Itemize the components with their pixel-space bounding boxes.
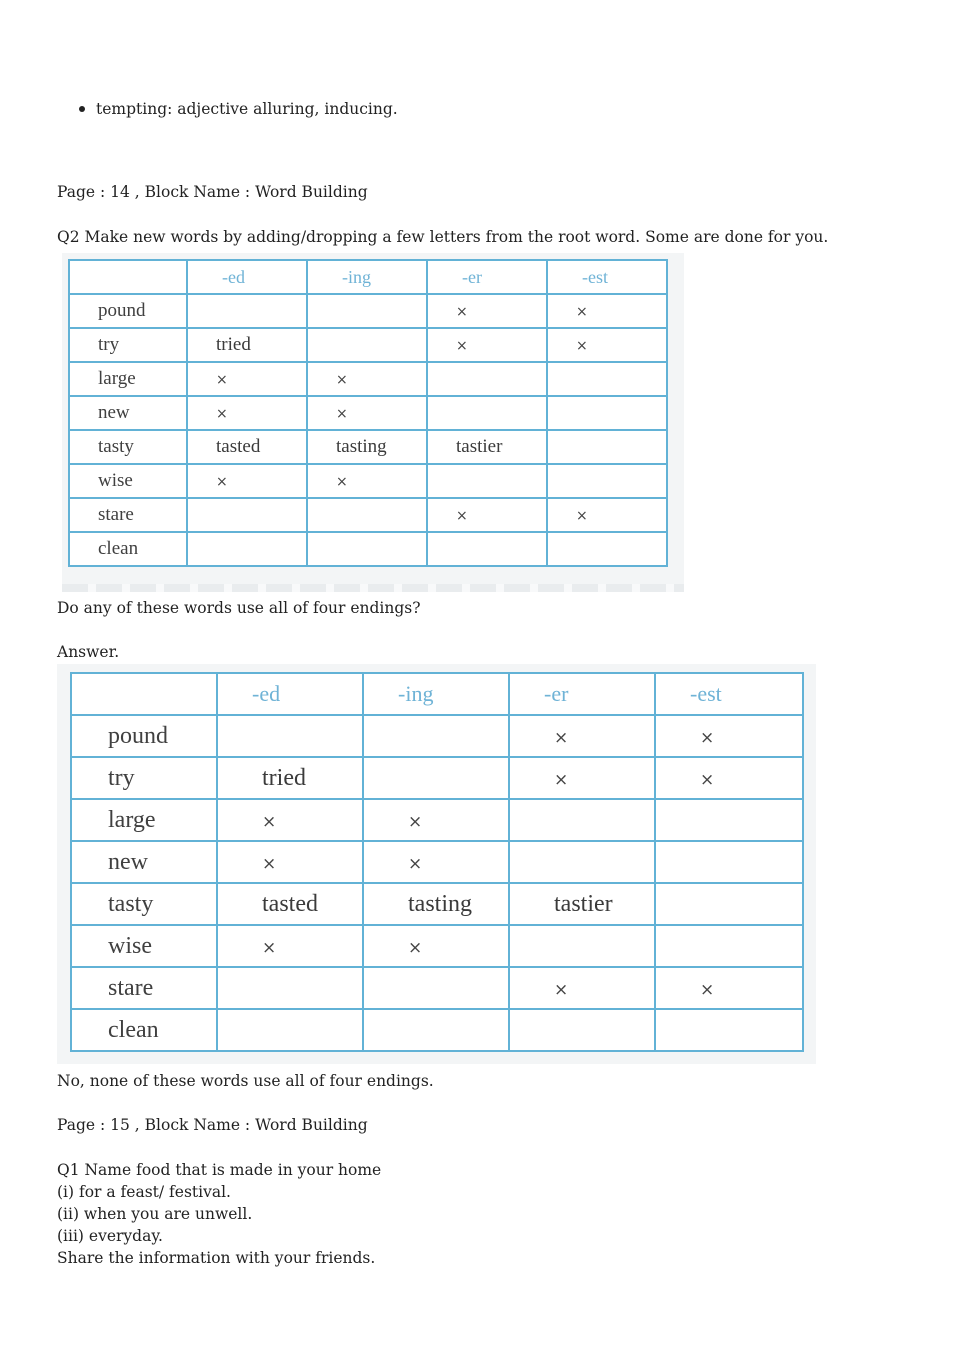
word-form: × — [576, 338, 588, 354]
root-word: clean — [98, 538, 139, 559]
word-form: × — [700, 727, 715, 748]
table-header-row — [71, 673, 803, 715]
row-label-cell — [71, 1009, 217, 1051]
table-row — [71, 715, 803, 757]
table-row — [69, 464, 667, 498]
table-cell — [655, 841, 803, 883]
root-word: wise — [108, 932, 152, 959]
word-form: × — [216, 372, 228, 388]
section-header-page-15: Page : 15 , Block Name : Word Building — [57, 1116, 368, 1134]
word-form: × — [554, 979, 569, 1000]
table-row — [69, 362, 667, 396]
question-1-line: (ii) when you are unwell. — [57, 1205, 253, 1223]
table-cell — [363, 1009, 509, 1051]
table-row — [71, 967, 803, 1009]
table-cell — [217, 925, 363, 967]
table-body — [69, 294, 667, 566]
table-header-cell: -er — [427, 260, 547, 294]
root-word: large — [98, 368, 136, 389]
question-2: Q2 Make new words by adding/dropping a few letters from the root word. Some are done for you. — [57, 228, 829, 246]
word-form: × — [554, 727, 569, 748]
table-cell — [547, 328, 667, 362]
table-cell — [307, 362, 427, 396]
table-cell — [509, 841, 655, 883]
word-form: tried — [216, 334, 251, 355]
question-1-line: (iii) everyday. — [57, 1227, 163, 1245]
word-form: × — [408, 853, 423, 874]
word-form: × — [700, 769, 715, 790]
question-1-line: (i) for a feast/ festival. — [57, 1183, 231, 1201]
word-form: × — [456, 338, 468, 354]
word-form: × — [216, 474, 228, 490]
table-row — [69, 532, 667, 566]
table-cell — [509, 715, 655, 757]
table-cell — [217, 883, 363, 925]
row-label-cell — [71, 799, 217, 841]
root-word: new — [98, 402, 130, 423]
table-cell — [547, 362, 667, 396]
word-form: × — [336, 406, 348, 422]
table-cell — [427, 464, 547, 498]
table-cell — [217, 799, 363, 841]
row-label-cell — [69, 294, 187, 328]
table-cell — [187, 396, 307, 430]
root-word: large — [108, 806, 156, 833]
table-cell — [427, 498, 547, 532]
table-cell — [655, 883, 803, 925]
table-cell — [187, 498, 307, 532]
table-cell — [547, 430, 667, 464]
word-form: × — [262, 853, 277, 874]
table-cell — [307, 532, 427, 566]
word-form: tasting — [408, 890, 472, 917]
table-cell — [307, 396, 427, 430]
table-cell — [427, 396, 547, 430]
row-label-cell — [71, 757, 217, 799]
table-cell — [307, 328, 427, 362]
table-cell — [307, 294, 427, 328]
row-label-cell — [69, 362, 187, 396]
word-form: × — [216, 406, 228, 422]
word-form: × — [408, 937, 423, 958]
table-header-cell — [69, 260, 187, 294]
table-cell — [307, 498, 427, 532]
table-cell — [509, 757, 655, 799]
row-label-cell — [69, 396, 187, 430]
root-word: pound — [108, 722, 168, 749]
table-header-cell — [71, 673, 217, 715]
table-header-cell: -ed — [217, 673, 363, 715]
table-cell — [427, 328, 547, 362]
word-form: × — [576, 304, 588, 320]
table-cell — [427, 362, 547, 396]
word-form: × — [336, 372, 348, 388]
root-word: stare — [98, 504, 134, 525]
table-row — [71, 757, 803, 799]
question-1-line: Q1 Name food that is made in your home — [57, 1161, 382, 1179]
table-cell — [363, 883, 509, 925]
row-label-cell — [71, 883, 217, 925]
table-cell — [363, 967, 509, 1009]
word-form: × — [554, 769, 569, 790]
table-cell — [187, 294, 307, 328]
word-form: tastier — [456, 436, 503, 457]
root-word: wise — [98, 470, 133, 491]
table-cell — [547, 498, 667, 532]
table-cell — [427, 294, 547, 328]
table-cell — [217, 1009, 363, 1051]
table-cell — [547, 294, 667, 328]
table-row — [69, 294, 667, 328]
question-1-line: Share the information with your friends. — [57, 1249, 376, 1267]
word-endings-table — [68, 259, 668, 567]
question-2-followup: Do any of these words use all of four endings? — [57, 599, 421, 617]
table-cell — [307, 430, 427, 464]
word-form: × — [456, 508, 468, 524]
table-cell — [655, 925, 803, 967]
root-word: try — [98, 334, 120, 355]
table-cell — [427, 430, 547, 464]
answer-label: Answer. — [57, 643, 120, 661]
word-form: × — [408, 811, 423, 832]
table-cell — [509, 925, 655, 967]
table-cell — [509, 967, 655, 1009]
table-row — [69, 328, 667, 362]
table-cell — [509, 883, 655, 925]
table-cell — [655, 715, 803, 757]
table-cell — [427, 532, 547, 566]
table-cell — [363, 757, 509, 799]
table-cell — [363, 841, 509, 883]
table-cell — [217, 715, 363, 757]
row-label-cell — [71, 967, 217, 1009]
word-form: tastier — [554, 890, 613, 917]
table-cell — [363, 925, 509, 967]
table-header-cell: -ing — [307, 260, 427, 294]
table-cell — [217, 757, 363, 799]
table-cell — [187, 430, 307, 464]
table-row — [69, 430, 667, 464]
root-word: clean — [108, 1016, 159, 1043]
row-label-cell — [69, 464, 187, 498]
scan-edge — [62, 584, 684, 592]
vocabulary-item: tempting: adjective alluring, inducing. — [57, 98, 398, 120]
table-header-cell: -ing — [363, 673, 509, 715]
table-body — [71, 715, 803, 1051]
root-word: new — [108, 848, 148, 875]
table-cell — [547, 396, 667, 430]
word-table-image — [62, 253, 684, 592]
root-word: tasty — [108, 890, 154, 917]
table-cell — [547, 464, 667, 498]
table-cell — [187, 362, 307, 396]
word-form: tasting — [336, 436, 387, 457]
table-cell — [187, 532, 307, 566]
table-cell — [655, 1009, 803, 1051]
table-cell — [655, 967, 803, 1009]
table-header-cell: -est — [655, 673, 803, 715]
row-label-cell — [69, 430, 187, 464]
table-row — [71, 925, 803, 967]
row-label-cell — [71, 715, 217, 757]
table-cell — [655, 799, 803, 841]
root-word: stare — [108, 974, 154, 1001]
table-header-row — [69, 260, 667, 294]
table-cell — [307, 464, 427, 498]
table-cell — [509, 799, 655, 841]
table-row — [69, 396, 667, 430]
word-form: × — [456, 304, 468, 320]
table-row — [71, 883, 803, 925]
table-row — [69, 498, 667, 532]
root-word: pound — [98, 300, 146, 321]
question-1 — [57, 1159, 381, 1269]
row-label-cell — [69, 532, 187, 566]
table-header-cell: -er — [509, 673, 655, 715]
table-row — [71, 841, 803, 883]
section-header-page-14: Page : 14 , Block Name : Word Building — [57, 183, 368, 201]
table-header-cell: -est — [547, 260, 667, 294]
word-form: × — [576, 508, 588, 524]
table-cell — [363, 715, 509, 757]
table-cell — [363, 799, 509, 841]
word-form: × — [336, 474, 348, 490]
word-form: tried — [262, 764, 306, 791]
word-form: tasted — [262, 890, 318, 917]
word-form: × — [262, 937, 277, 958]
table-cell — [655, 757, 803, 799]
root-word: tasty — [98, 436, 134, 457]
table-cell — [547, 532, 667, 566]
table-cell — [187, 464, 307, 498]
row-label-cell — [71, 841, 217, 883]
answer-text: No, none of these words use all of four endings. — [57, 1072, 434, 1090]
word-form: × — [700, 979, 715, 1000]
row-label-cell — [69, 498, 187, 532]
table-row — [71, 799, 803, 841]
table-row — [71, 1009, 803, 1051]
root-word: try — [108, 764, 135, 791]
table-cell — [217, 841, 363, 883]
vocabulary-list — [57, 98, 398, 120]
answer-table-image — [57, 664, 816, 1064]
table-cell — [509, 1009, 655, 1051]
table-cell — [187, 328, 307, 362]
word-form: tasted — [216, 436, 261, 457]
row-label-cell — [69, 328, 187, 362]
answer-word-endings-table — [70, 672, 804, 1052]
row-label-cell — [71, 925, 217, 967]
table-cell — [217, 967, 363, 1009]
word-form: × — [262, 811, 277, 832]
table-header-cell: -ed — [187, 260, 307, 294]
